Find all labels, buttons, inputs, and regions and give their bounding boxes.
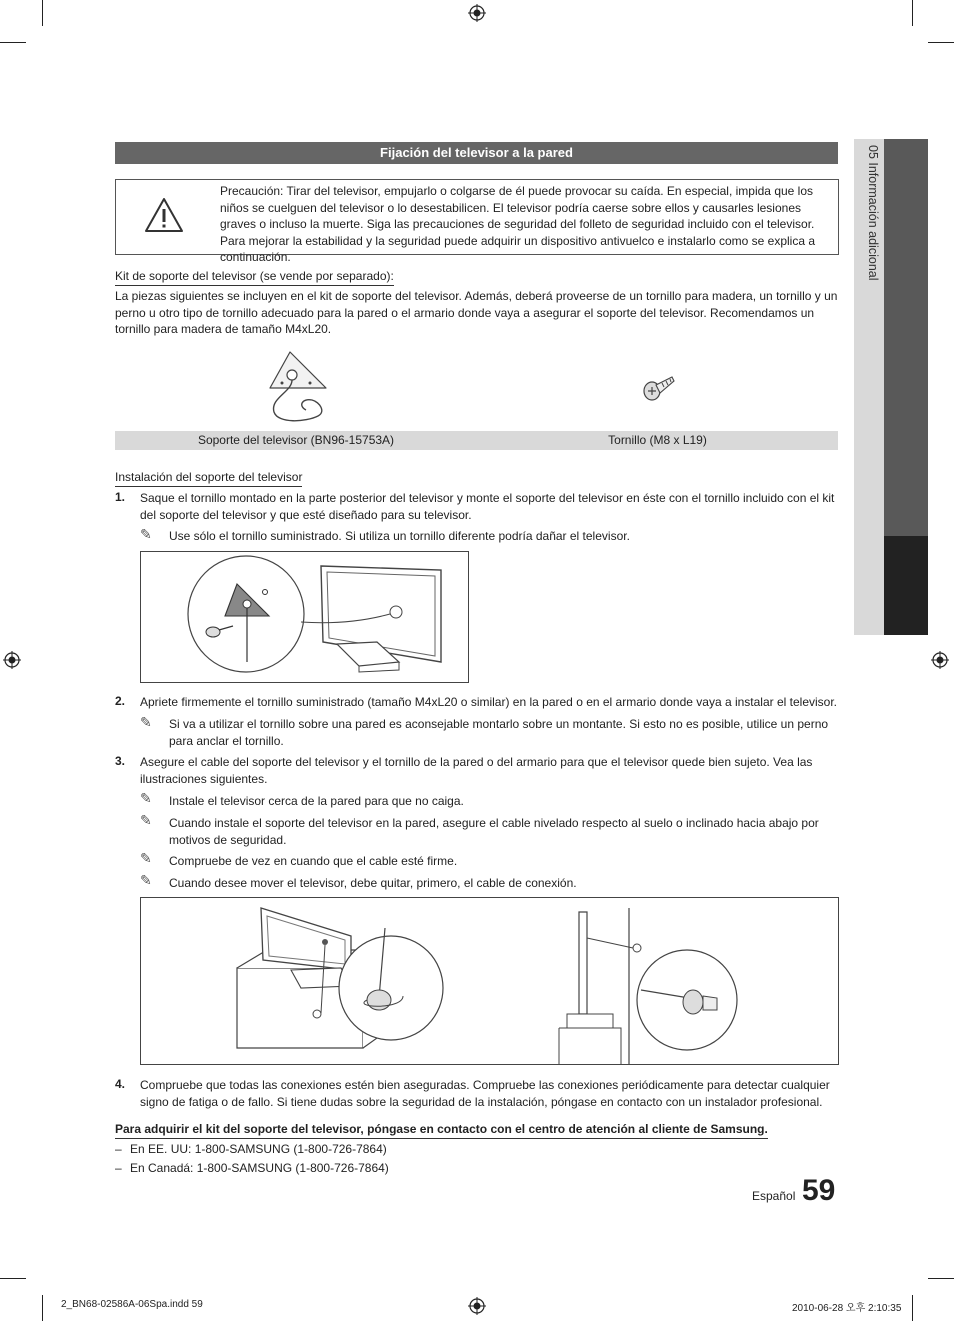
contact-line-us: En EE. UU: 1-800-SAMSUNG (1-800-726-7864): [130, 1142, 387, 1156]
crop-mark: [912, 0, 913, 26]
section-title: Fijación del televisor a la pared: [115, 142, 838, 164]
print-file-name: 2_BN68-02586A-06Spa.indd 59: [61, 1299, 203, 1310]
note-text: Si va a utilizar el tornillo sobre una pared es aconsejable montarlo sobre un montante. Si esto no es posible, utilice un perno para anclar el tornillo.: [169, 717, 829, 748]
page-number: 59: [802, 1174, 836, 1207]
note-icon: ✎: [140, 850, 152, 866]
screw-image: [642, 373, 676, 405]
note-icon: ✎: [140, 872, 152, 888]
contact-heading: Para adquirir el kit del soporte del televisor, póngase en contacto con el centro de atención al cliente de Samsung.: [115, 1122, 768, 1139]
step-number: 4.: [115, 1077, 126, 1091]
kit-description: La piezas siguientes se incluyen en el kit de soporte del televisor. Además, deberá proveerse de un tornillo para madera, un tornillo y un perno u otro tipo de tornillo adecuado para la pared o el armario donde vaya a asegurar el soporte del televisor. Recomendamos un tornillo para madera de tamaño M4xL20.: [115, 289, 838, 336]
side-tab-active: [884, 536, 928, 635]
note-icon: ✎: [140, 526, 152, 542]
crop-mark: [0, 1278, 26, 1279]
caution-box: [115, 179, 839, 264]
contact-heading-wrap: [115, 1120, 768, 1138]
part-label-screw: Tornillo (M8 x L19): [608, 433, 707, 447]
contact-dash: –: [115, 1142, 122, 1156]
step-number: 3.: [115, 754, 126, 768]
crop-mark: [42, 0, 43, 26]
registration-mark-icon: [468, 1297, 486, 1315]
caution-text: [220, 183, 828, 266]
crop-mark: [42, 1295, 43, 1321]
step-text: Saque el tornillo montado en la parte posterior del televisor y monte el soporte del televisor en éste con el tornillo incluido con el kit del soporte del televisor y que esté diseñado para su televisor.: [140, 491, 835, 522]
step-number: 1.: [115, 490, 126, 504]
registration-mark-icon: [468, 4, 486, 22]
caution-body: : Tirar del televisor, empujarlo o colgarse de él puede provocar su caída. En especial, impida que los niños se cuelguen del televisor o lo desestabilicen. El televisor podría caerse sobre ellos y causarles lesiones graves o incluso la muerte. Siga las precauciones de seguridad del folleto de seguridad incluido con el televisor. Para mejorar la estabilidad y la seguridad puede adquirir un dispositivo antivuelco e instalarlo como se explica a continuación.: [220, 184, 816, 264]
step-number: 2.: [115, 694, 126, 708]
side-tab-dark: [884, 139, 928, 536]
note-icon: ✎: [140, 812, 152, 828]
warning-icon: [143, 196, 185, 234]
registration-mark-icon: [931, 651, 949, 669]
crop-mark: [928, 1278, 954, 1279]
figure-secure-cable-drawing: [141, 898, 838, 1064]
figure-secure-cable: [140, 897, 839, 1065]
step-text: Asegure el cable del soporte del televisor y el tornillo de la pared o del armario para que el televisor quede bien sujeto. Vea las ilustraciones siguientes.: [140, 755, 813, 786]
note-text: Cuando desee mover el televisor, debe quitar, primero, el cable de conexión.: [169, 876, 577, 890]
install-heading: Instalación del soporte del televisor: [115, 470, 302, 487]
step-text: Compruebe que todas las conexiones estén bien aseguradas. Compruebe las conexiones periódicamente para detectar cualquier signo de fatiga o de fallo. Si tiene dudas sobre la seguridad de la instalación, póngase en contacto con un instalador profesional.: [140, 1078, 830, 1109]
print-timestamp: 2010-06-28 오후 2:10:35: [792, 1303, 902, 1314]
note-text: Instale el televisor cerca de la pared para que no caiga.: [169, 794, 464, 808]
crop-mark: [928, 42, 954, 43]
install-heading-wrap: [115, 468, 302, 486]
contact-line-canada: En Canadá: 1-800-SAMSUNG (1-800-726-7864): [130, 1161, 389, 1175]
step-text: Apriete firmemente el tornillo suministrado (tamaño M4xL20 o similar) en la pared o en el armario donde vaya a instalar el televisor.: [140, 695, 838, 709]
registration-mark-icon: [3, 651, 21, 669]
crop-mark: [0, 42, 26, 43]
tv-holder-image: [262, 350, 332, 426]
note-text: Use sólo el tornillo suministrado. Si utiliza un tornillo diferente podría dañar el televisor.: [169, 529, 630, 543]
figure-attach-holder: [140, 551, 469, 683]
part-label-holder: Soporte del televisor (BN96-15753A): [197, 433, 395, 447]
note-text: Compruebe de vez en cuando que el cable esté firme.: [169, 854, 458, 868]
contact-dash: –: [115, 1161, 122, 1175]
side-tab-label: 05 Información adicional: [866, 145, 880, 281]
note-text: Cuando instale el soporte del televisor en la pared, asegure el cable nivelado respecto al suelo o inclinado hacia abajo por motivos de seguridad.: [169, 816, 819, 847]
kit-heading: Kit de soporte del televisor (se vende por separado):: [115, 269, 394, 286]
figure-attach-holder-drawing: [141, 552, 468, 682]
kit-heading-wrap: [115, 267, 394, 285]
footer-language: Español: [752, 1189, 796, 1203]
note-icon: ✎: [140, 714, 152, 730]
note-icon: ✎: [140, 790, 152, 806]
caution-label: Precaución: [220, 184, 281, 198]
crop-mark: [912, 1295, 913, 1321]
